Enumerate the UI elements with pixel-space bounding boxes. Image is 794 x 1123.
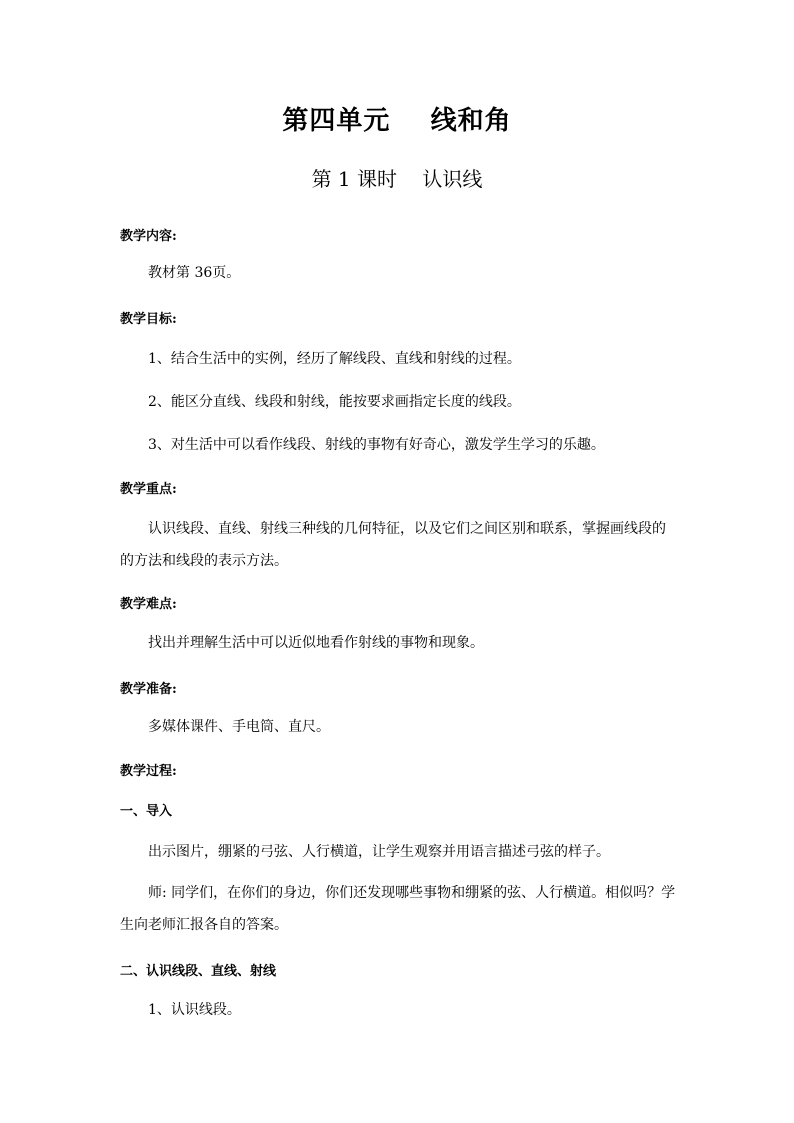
part-one-text: 出示图片，绷紧的弓弦、人行横道，让学生观察并用语言描述弓弦的样子。 [148, 844, 610, 860]
difficulty-text: 找出并理解生活中可以近似地看作射线的事物和现象。 [148, 635, 484, 651]
teaching-content-heading: 教学内容: [120, 229, 177, 244]
key-points-text: 认识线段、直线、射线三种线的几何特征，以及它们之间区别和联系，掌握画线段的的方法和线段的表示方法。 [120, 521, 666, 569]
teaching-goal-item: 3、对生活中可以看作线段、射线的事物有好奇心，激发学生学习的乐趣。 [148, 437, 605, 453]
teaching-goal-item: 1、结合生活中的实例，经历了解线段、直线和射线的过程。 [148, 351, 521, 367]
preparation-heading: 教学准备: [120, 682, 177, 697]
part-two-text: 1、认识线段。 [148, 1002, 241, 1018]
difficulty-heading: 教学难点: [120, 597, 177, 612]
teaching-goals-heading: 教学目标: [120, 312, 177, 327]
part-one-dialogue: 师: 同学们，在你们的身边，你们还发现哪些事物和绷紧的弦、人行横道。相似吗？学生向老师汇报各自的答案。 [120, 885, 676, 933]
unit-title: 第四单元 线和角 [282, 106, 512, 136]
teaching-content-text: 教材第 36页。 [148, 265, 241, 281]
part-one-heading: 一、导入 [120, 804, 173, 819]
preparation-text: 多媒体课件、手电筒、直尺。 [148, 719, 330, 735]
teaching-goal-item: 2、能区分直线、线段和射线，能按要求画指定长度的线段。 [148, 394, 521, 410]
part-two-heading: 二、认识线段、直线、射线 [120, 964, 277, 979]
process-heading: 教学过程: [120, 764, 177, 779]
key-points-heading: 教学重点: [120, 482, 177, 497]
lesson-subtitle: 第 1 课时 认识线 [311, 167, 483, 191]
